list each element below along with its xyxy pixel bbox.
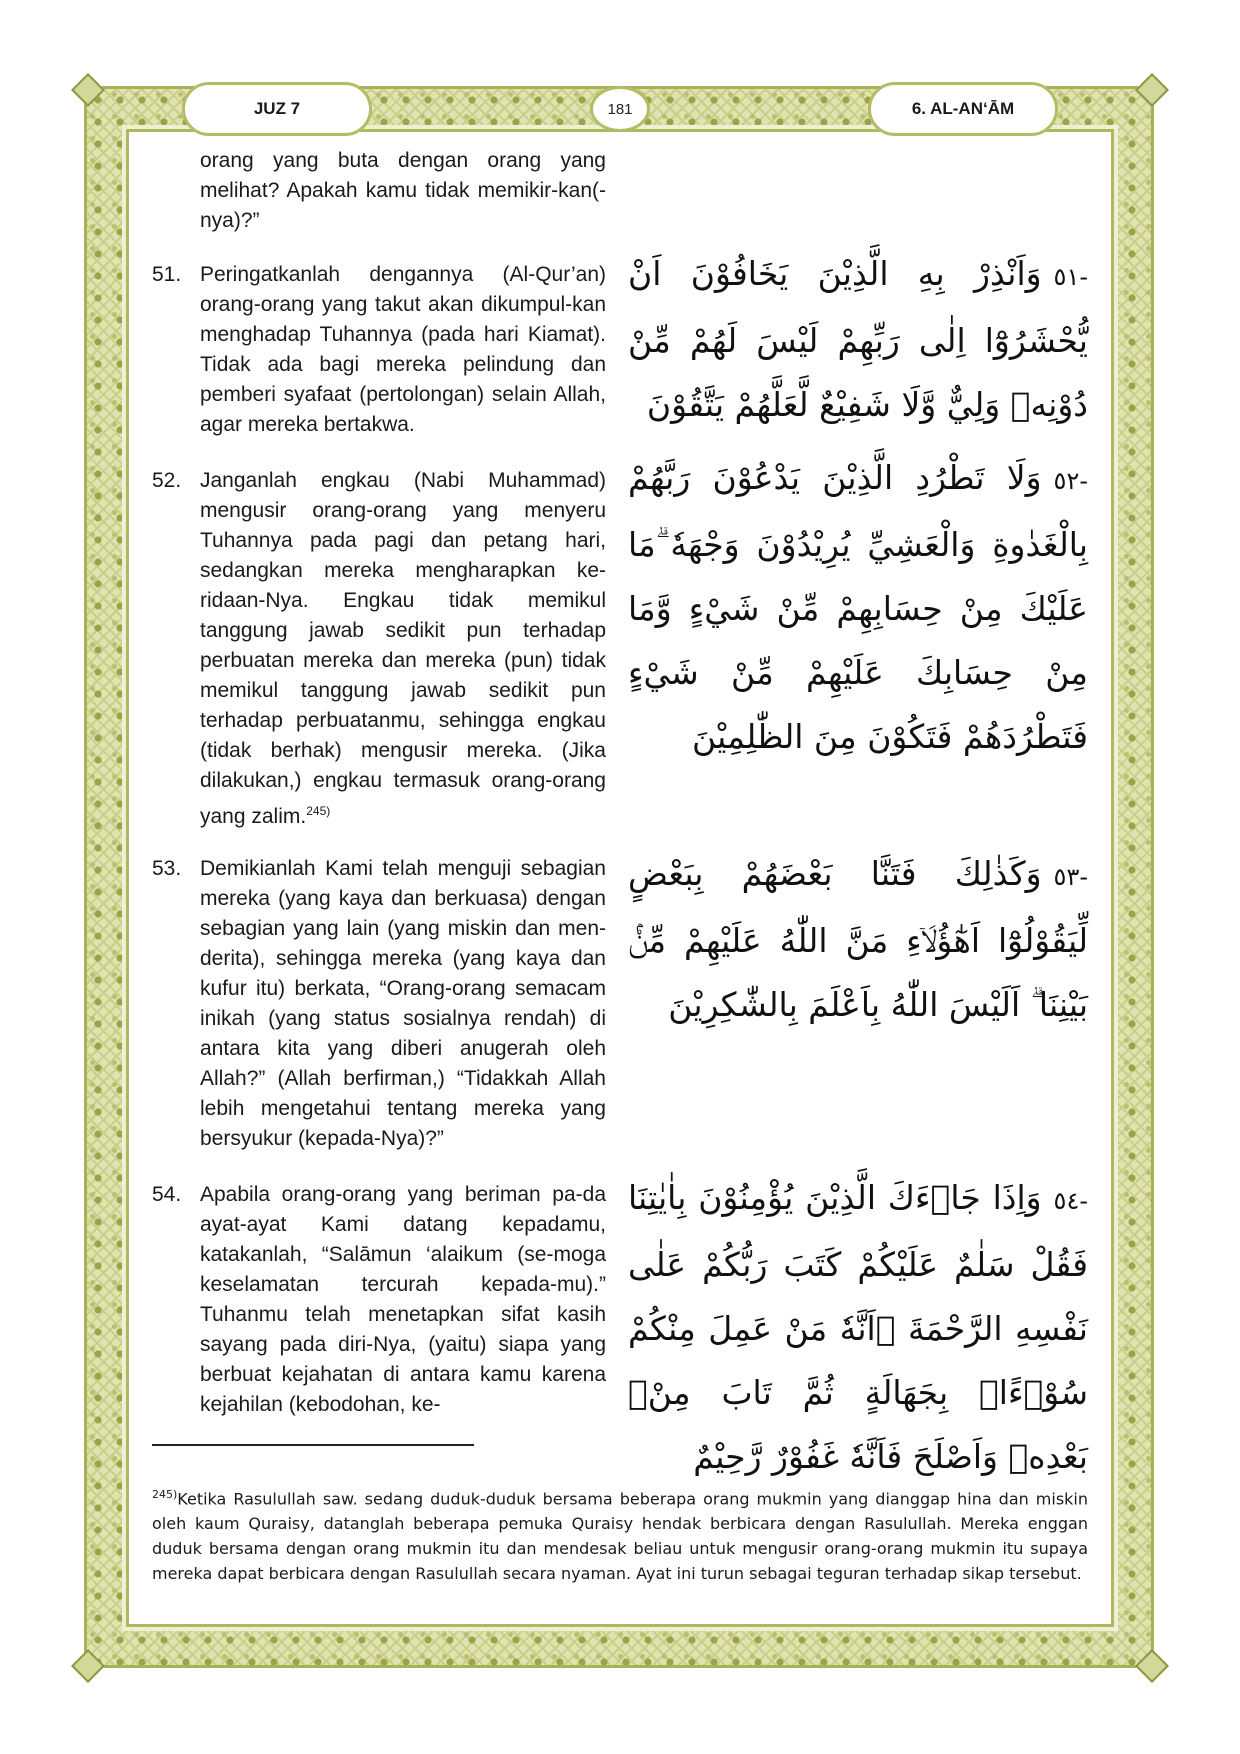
- translation-verse-54: [152, 1180, 606, 1420]
- arabic-text: وَلَا تَطْرُدِ الَّذِيْنَ يَدْعُوْنَ رَبَّهُمْ بِالْغَدٰوةِ وَالْعَشِيِّ يُرِيْدُوْنَ وَجْهَهٗ ۗمَا عَلَيْكَ مِنْ حِسَابِهِمْ مِّنْ شَيْءٍ وَّمَا مِنْ حِسَابِكَ عَلَيْهِمْ مِّنْ شَيْءٍ فَتَطْرُدَهُمْ فَتَكُوْنَ مِنَ الظّٰلِمِيْنَ: [628, 458, 1088, 756]
- verse-number: 54.: [152, 1183, 182, 1206]
- verse-text: Apabila orang-orang yang beriman pa-da ayat-ayat Kami datang kepadamu, katakanlah, “Salāmun ‘alaikum (se-moga keselamatan tercurah kepada-mu).” Tuhanmu telah menetapkan sifat kasih sayang pada diri-Nya, (yaitu) siapa yang berbuat kejahatan di antara kamu karena kejahilan (kebodohan, ke-: [200, 1183, 606, 1416]
- arabic-text: وَاِذَا جَاۤءَكَ الَّذِيْنَ يُؤْمِنُوْنَ بِاٰيٰتِنَا فَقُلْ سَلٰمٌ عَلَيْكُمْ كَتَبَ رَبُّكُمْ عَلٰى نَفْسِهِ الرَّحْمَةَ ۙاَنَّهٗ مَنْ عَمِلَ مِنْكُمْ سُوْۤءًاۢ بِجَهَالَةٍ ثُمَّ تَابَ مِنْۢ بَعْدِهٖ وَاَصْلَحَ فَاَنَّهٗ غَفُوْرٌ رَّحِيْمٌ: [628, 1178, 1088, 1476]
- juz-label: JUZ 7: [182, 82, 372, 136]
- arabic-verse-53: [628, 842, 1088, 1037]
- footnote-reference[interactable]: 245): [306, 804, 331, 818]
- footnote: [152, 1482, 1088, 1586]
- verse-number: 52.: [152, 469, 182, 492]
- verse-number: 51.: [152, 263, 182, 286]
- verse-text-container: [200, 466, 606, 832]
- footnote-divider: [152, 1444, 474, 1446]
- surah-label: 6. AL-AN‘ĀM: [868, 82, 1058, 136]
- translation-verse-51: [152, 260, 606, 440]
- verse-text: Janganlah engkau (Nabi Muhammad) mengusir orang-orang yang menyeru Tuhannya pada pagi dan petang hari, sedangkan mereka mengharapkan ke-ridaan-Nya. Engkau tidak memikul tanggung jawab sedikit pun terhadap perbuatan mereka dan mereka (pun) tidak memikul tanggung jawab sedikit pun terhadap perbuatanmu, sehingga engkau (tidak berhak) mengusir mereka. (Jika dilakukan,) engkau termasuk orang-orang yang zalim.: [200, 469, 606, 828]
- translation-column: [152, 146, 606, 1444]
- footnote-text: Ketika Rasulullah saw. sedang duduk-duduk bersama beberapa orang mukmin yang dianggap hina dan miskin oleh kaum Quraisy, datanglah beberapa pemuka Quraisy hendak berbicara dengan Rasulullah. Mereka enggan duduk bersama dengan orang mukmin itu dan mendesak beliau untuk mengusir orang-orang mukmin itu supaya mereka dapat berbicara dengan Rasulullah secara nyaman. Ayat ini turun sebagai teguran terhadap sikap tersebut.: [152, 1489, 1088, 1584]
- ayah-marker: -٥١: [1053, 263, 1088, 291]
- verse-text: Demikianlah Kami telah menguji sebagian mereka (yang kaya dan berkuasa) dengan sebagian yang lain (yang miskin dan men-derita), sehingga mereka (yang kaya dan kufur itu) berkata, “Orang-orang semacam inikah (yang status sosialnya rendah) di antara kita yang diberi anugerah oleh Allah?” (Allah berfirman,) “Tidakkah Allah lebih mengetahui tentang mereka yang bersyukur (kepada-Nya)?”: [200, 857, 606, 1150]
- footnote-number: 245): [152, 1488, 178, 1501]
- arabic-text: وَاَنْذِرْ بِهِ الَّذِيْنَ يَخَافُوْنَ اَنْ يُّحْشَرُوْٓا اِلٰى رَبِّهِمْ لَيْسَ لَهُمْ مِّنْ دُوْنِهٖ وَلِيٌّ وَّلَا شَفِيْعٌ لَّعَلَّهُمْ يَتَّقُوْنَ: [628, 254, 1088, 424]
- page-number: 181: [590, 86, 650, 132]
- ayah-marker: -٥٢: [1053, 467, 1088, 495]
- verse-text: Peringatkanlah dengannya (Al-Qur’an) orang-orang yang takut akan dikumpul-kan menghadap Tuhannya (pada hari Kiamat). Tidak ada bagi mereka pelindung dan pemberi syafaat (pertolongan) selain Allah, agar mereka bertakwa.: [200, 263, 606, 436]
- continued-verse-text: orang yang buta dengan orang yang melihat? Apakah kamu tidak memikir-kan(-nya)?”: [200, 149, 606, 232]
- verse-number: 53.: [152, 857, 182, 880]
- ayah-marker: -٥٣: [1053, 863, 1088, 891]
- arabic-text: وَكَذٰلِكَ فَتَنَّا بَعْضَهُمْ بِبَعْضٍ لِّيَقُوْلُوْٓا اَهٰٓؤُلَاۤءِ مَنَّ اللّٰهُ عَلَيْهِمْ مِّنْۢ بَيْنِنَا ۗ اَلَيْسَ اللّٰهُ بِاَعْلَمَ بِالشّٰكِرِيْنَ: [628, 854, 1088, 1024]
- arabic-verse-51: [628, 242, 1088, 437]
- translation-verse-52: [152, 466, 606, 832]
- arabic-verse-52: [628, 446, 1088, 769]
- translation-verse-53: [152, 854, 606, 1154]
- arabic-verse-54: [628, 1166, 1088, 1489]
- ayah-marker: -٥٤: [1053, 1187, 1088, 1215]
